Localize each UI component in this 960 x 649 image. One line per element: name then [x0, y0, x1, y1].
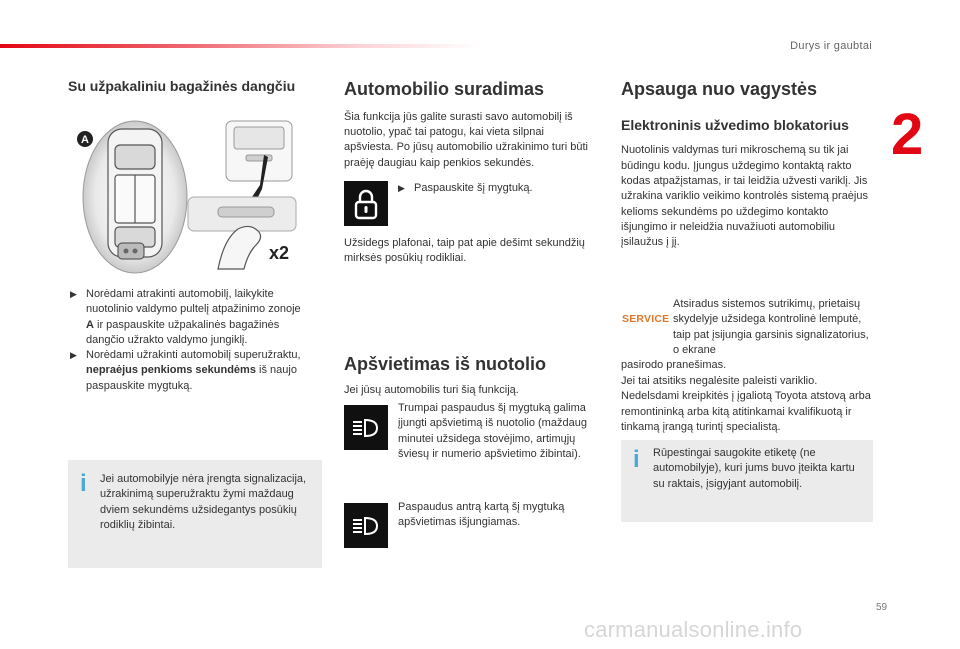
watermark: carmanualsonline.info	[584, 617, 803, 642]
car-top-view	[108, 129, 162, 257]
chapter-number: 2	[891, 102, 924, 167]
lock-instruction	[398, 181, 598, 196]
zone-label: A	[81, 134, 89, 146]
lighting-section	[344, 354, 594, 398]
left-note-text: Jei automobilyje nėra įrengta signalizacija, užrakinimą superužraktu žymi maždaug dviem sekundėms užsidegantys posūkių rodiklių žibintai.	[100, 473, 307, 531]
light-on-text: Trumpai paspaudus šį mygtuką galima įjungti apšvietimą iš nuotolio (maždaug minutei užsidega stovėjimo, artimųjų šviesų ir numerio apšvietimo žibintai).	[398, 402, 587, 460]
lock-instruction-row	[398, 181, 598, 196]
immobiliser-body: Nuotolinis valdymas turi mikroschemą su tik jai būdingu kodu. Įjungus uždegimo kontaktą rakto kodas atpažįstamas, ir tai leidžia užvesti variklį. Jis užrakina variklio veikimo kontrolės sistemą praėjus kelioms sekundėms po uždegimo kontakto išjungimo ir neleidžia nuvažiuoti automobiliu įsilaužus į jį.	[621, 144, 868, 249]
service-text-2: pasirodo pranešimas.	[621, 359, 727, 371]
left-info-note	[68, 460, 322, 568]
left-bullets	[70, 287, 305, 394]
remote-lighting-title: Apšvietimas iš nuotolio	[344, 354, 547, 374]
bullet-arrow-icon: ▶	[70, 289, 77, 299]
middle-column	[344, 79, 594, 171]
left-column	[68, 79, 308, 95]
bullet-unlock	[70, 287, 305, 348]
lock-instruction-text: Paspauskite šį mygtuką.	[414, 182, 533, 194]
van-rear-view	[226, 121, 292, 181]
remote-key	[118, 243, 144, 259]
after-press-text: Užsidegs plafonai, taip pat apie dešimt sekundžių mirksės posūkių rodikliai.	[344, 237, 585, 265]
find-car-title: Automobilio suradimas	[344, 79, 545, 99]
service-text-3: Jei tai atsitiks negalėsite paleisti variklio. Nedelsdami kreipkitės į įgaliotą Toyota atstovą arba remontininką arba kitą atitinkamai kvalifikuotą ir tinkamą įrangą turintį specialistą.	[621, 375, 871, 433]
lock-button-box	[344, 181, 388, 226]
tailgate-drawing	[68, 119, 308, 279]
bullet-arrow-icon: ▶	[398, 183, 405, 193]
right-note-text: Rūpestingai saugokite etiketę (ne automobilyje), kuri jums buvo įteikta kartu su raktais, įsigyjant automobilį.	[653, 447, 855, 490]
light-off-button-box	[344, 503, 388, 548]
info-icon: i	[80, 470, 87, 497]
find-car-intro: Šia funkcija jūs galite surasti savo automobilį iš nuotolio, ypač tai patogu, kai vieta silpnai apšviesta. Po jūsų automobilio užrakinimo turi būti praėję daugiau kaip penkios sekundės.	[344, 110, 588, 169]
service-text-1: Atsiradus sistemos sutrikimų, prietaisų skydelyje užsidega kontrolinė lemputė, taip pat įsijungia garsinis signalizatorius, o ekrane	[673, 298, 869, 356]
tailgate-illustration	[68, 119, 308, 279]
lock-icon	[353, 188, 379, 220]
headlight-icon	[351, 417, 381, 439]
page-number: 59	[876, 602, 888, 613]
light-off-text: Paspaudus antrą kartą šį mygtuką apšvietimas išjungiamas.	[398, 501, 565, 529]
service-warning-icon: SERVICE	[622, 313, 670, 325]
left-title: Su užpakaliniu bagažinės dangčiu	[68, 78, 296, 94]
remote-lighting-intro: Jei jūsų automobilis turi šią funkciją.	[344, 383, 519, 396]
section-label: Durys ir gaubtai	[790, 40, 872, 52]
light-on-button-box	[344, 405, 388, 450]
immobiliser-subtitle: Elektroninis užvedimo blokatorius	[621, 116, 849, 133]
header-accent-bar	[0, 44, 480, 48]
right-info-note	[621, 440, 873, 522]
bullet-superlock	[70, 348, 305, 394]
bullet-arrow-icon: ▶	[70, 350, 77, 361]
bullet-unlock-text: Norėdami atrakinti automobilį, laikykite nuotolinio valdymo pultelį atpažinimo zonoje A ir paspauskite užpakalinės bagažinės dangčio užrakto valdymo jungiklį.	[86, 288, 301, 346]
bullet-superlock-text: Norėdami užrakinti automobilį superužraktu, nepraėjus penkioms sekundėms iš naujo paspauskite mygtuką.	[86, 349, 301, 392]
anti-theft-title: Apsauga nuo vagystės	[621, 79, 818, 99]
headlight-icon	[351, 515, 381, 537]
press-twice-label: x2	[269, 243, 290, 263]
info-icon: i	[633, 446, 640, 473]
right-column	[621, 79, 876, 250]
